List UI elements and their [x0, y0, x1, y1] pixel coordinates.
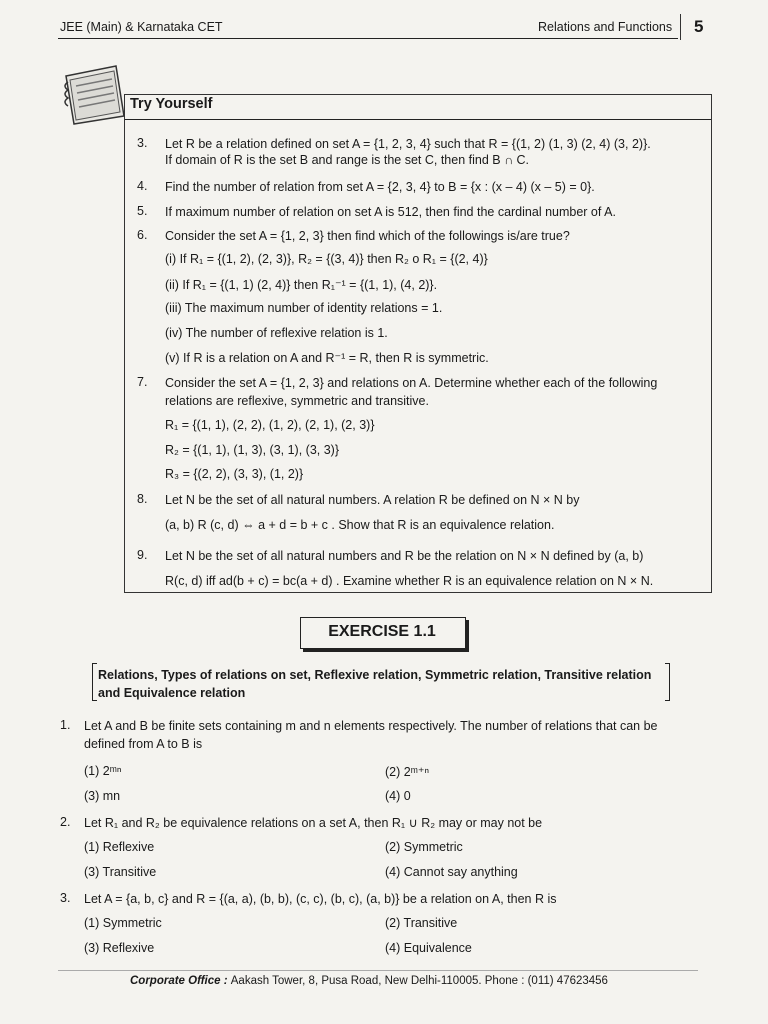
question-text: Let N be the set of all natural numbers and R be the relation on N × N defined by (a, b): [165, 549, 644, 563]
question-number: 2.: [60, 815, 71, 829]
question-number: 5.: [137, 204, 148, 218]
question-text: R(c, d) iff ad(b + c) = bc(a + d) . Examine whether R is an equivalence relation on N × N.: [165, 574, 654, 588]
answer-option: (3) Transitive: [84, 865, 157, 879]
try-yourself-title: Try Yourself: [130, 96, 213, 112]
answer-option: (3) mn: [84, 789, 121, 803]
answer-option: (1) Reflexive: [84, 840, 155, 854]
page-number: 5: [694, 17, 704, 36]
answer-option: (3) Reflexive: [84, 941, 155, 955]
answer-option: (1) 2ᵐⁿ: [84, 764, 122, 778]
question-number: 4.: [137, 179, 148, 193]
exercise-topic: Relations, Types of relations on set, Reflexive relation, Symmetric relation, Transitive relation and Equivalence relation: [98, 668, 652, 700]
question-number: 9.: [137, 548, 148, 562]
footer: [130, 975, 608, 987]
question-number: 1.: [60, 718, 71, 732]
answer-option: (2) 2ᵐ⁺ⁿ: [385, 765, 430, 779]
question-text: defined from A to B is: [84, 737, 203, 751]
question-text: Let R₁ and R₂ be equivalence relations on a set A, then R₁ ∪ R₂ may or may not be: [84, 816, 543, 830]
question-text: Consider the set A = {1, 2, 3} and relations on A. Determine whether each of the following: [165, 376, 658, 390]
exercise-title: EXERCISE 1.1: [328, 623, 436, 640]
header-chapter-title: Relations and Functions: [538, 20, 673, 34]
question-number: 8.: [137, 492, 148, 506]
question-text: Let R be a relation defined on set A = {1, 2, 3, 4} such that R = {(1, 2) (1, 3) (2, 4) (3, 2)}.: [165, 137, 651, 151]
header-book-title: JEE (Main) & Karnataka CET: [60, 20, 223, 34]
question-part: (ii) If R₁ = {(1, 1) (2, 4)} then R₁⁻¹ = {(1, 1), (4, 2)}.: [165, 278, 438, 292]
question-part: (iv) The number of reflexive relation is 1.: [165, 326, 388, 340]
relation-definition: R₂ = {(1, 1), (1, 3), (3, 1), (3, 3)}: [165, 443, 340, 457]
question-text: If maximum number of relation on set A is 512, then find the cardinal number of A.: [165, 205, 616, 219]
question-text: (a, b) R (c, d) ⇔ a + d = b + c . Show that R is an equivalence relation.: [165, 518, 555, 532]
answer-option: (1) Symmetric: [84, 916, 162, 930]
question-text: Let A = {a, b, c} and R = {(a, a), (b, b), (c, c), (b, c), (a, b)} be a relation on A, then R is: [84, 892, 557, 906]
question-text: Find the number of relation from set A = {2, 3, 4} to B = {x : (x – 4) (x – 5) = 0}.: [165, 180, 595, 194]
topic-bracket-left: [92, 663, 97, 701]
answer-option: (4) Cannot say anything: [385, 865, 518, 879]
question-text: Let N be the set of all natural numbers. A relation R be defined on N × N by: [165, 493, 580, 507]
footer-address: Aakash Tower, 8, Pusa Road, New Delhi-110005. Phone : (011) 47623456: [230, 975, 608, 987]
relation-definition: R₃ = {(2, 2), (3, 3), (1, 2)}: [165, 467, 304, 481]
answer-option: (2) Symmetric: [385, 840, 463, 854]
question-text: Consider the set A = {1, 2, 3} then find which of the followings is/are true?: [165, 229, 570, 243]
footer-label: Corporate Office :: [130, 975, 228, 987]
header-rule: [58, 38, 678, 39]
relation-definition: R₁ = {(1, 1), (2, 2), (1, 2), (2, 1), (2, 3)}: [165, 418, 375, 432]
question-number: 7.: [137, 375, 148, 389]
footer-rule: [58, 970, 698, 971]
notepad-icon: [60, 62, 130, 128]
question-text: Let A and B be finite sets containing m and n elements respectively. The number of relations that can be: [84, 719, 658, 733]
answer-option: (4) 0: [385, 789, 411, 803]
answer-option: (4) Equivalence: [385, 941, 472, 955]
question-number: 3.: [137, 136, 148, 150]
header-divider: [680, 14, 681, 40]
question-number: 6.: [137, 228, 148, 242]
question-text: relations are reflexive, symmetric and transitive.: [165, 394, 429, 408]
question-number: 3.: [60, 891, 71, 905]
question-part: (v) If R is a relation on A and R⁻¹ = R, then R is symmetric.: [165, 351, 489, 365]
question-part: (i) If R₁ = {(1, 2), (2, 3)}, R₂ = {(3, 4)} then R₂ o R₁ = {(2, 4)}: [165, 252, 488, 266]
question-text: If domain of R is the set B and range is the set C, then find B ∩ C.: [165, 153, 530, 167]
question-part: (iii) The maximum number of identity relations = 1.: [165, 301, 443, 315]
answer-option: (2) Transitive: [385, 916, 458, 930]
